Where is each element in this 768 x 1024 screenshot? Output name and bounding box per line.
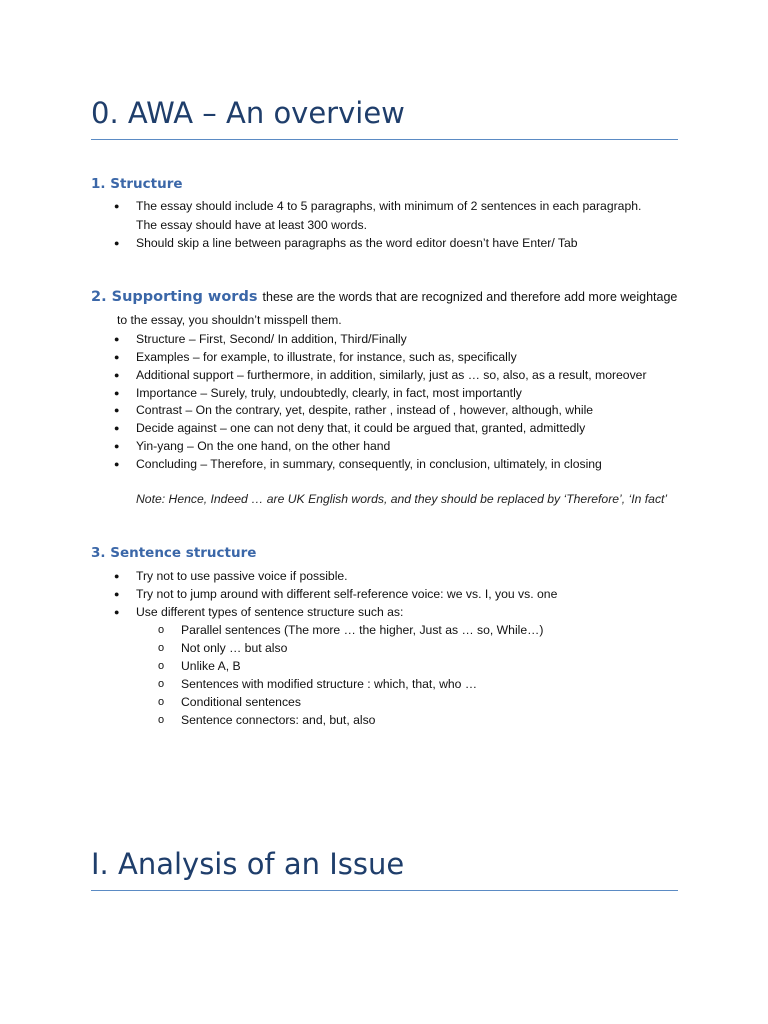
list-item: Structure – First, Second/ In addition, Third/Finally [136,332,407,346]
bullet-marker: ● [114,423,120,433]
bullet-marker: ● [114,352,120,362]
bullet-marker: ● [114,370,120,380]
section-heading-structure: 1. Structure [91,176,183,192]
section-title-issue: I. Analysis of an Issue [91,847,405,881]
list-item: Should skip a line between paragraphs as the word editor doesn’t have Enter/ Tab [136,236,578,250]
list-item: Decide against – one can not deny that, it could be argued that, granted, admittedly [136,421,586,435]
bullet-marker: ● [114,388,120,398]
list-item: Importance – Surely, truly, undoubtedly, clearly, in fact, most importantly [136,386,522,400]
sub-list-item: Sentences with modified structure : which, that, who … [181,677,478,691]
bullet-marker: ● [114,334,120,344]
list-item: Additional support – furthermore, in addition, similarly, just as … so, also, as a result, moreover [136,368,647,382]
section-heading-text: 2. Supporting words [91,289,258,305]
sub-bullet-marker: o [158,678,165,690]
page-title: 0. AWA – An overview [91,96,405,130]
section-intro-continuation: to the essay, you shouldn’t misspell them. [117,313,342,327]
sub-bullet-marker: o [158,624,165,636]
list-item: Use different types of sentence structure such as: [136,605,404,619]
bullet-marker: ● [114,405,120,415]
bullet-marker: ● [114,238,120,248]
list-item: The essay should include 4 to 5 paragraphs, with minimum of 2 sentences in each paragraph. [136,199,642,213]
bullet-marker: ● [114,589,120,599]
sub-bullet-marker: o [158,714,165,726]
bullet-marker: ● [114,441,120,451]
title-rule [91,890,678,891]
sub-list-item: Not only … but also [181,641,288,655]
list-item: Try not to use passive voice if possible. [136,569,348,583]
list-item: Contrast – On the contrary, yet, despite, rather , instead of , however, although, while [136,403,594,417]
bullet-marker: ● [114,459,120,469]
section-heading-sentence-structure: 3. Sentence structure [91,545,257,561]
sub-bullet-marker: o [158,696,165,708]
list-item: Try not to jump around with different self-reference voice: we vs. I, you vs. one [136,587,558,601]
list-item-continuation: The essay should have at least 300 words. [136,218,368,232]
sub-list-item: Sentence connectors: and, but, also [181,713,376,727]
list-item: Yin-yang – On the one hand, on the other hand [136,439,391,453]
list-item: Concluding – Therefore, in summary, consequently, in conclusion, ultimately, in closing [136,457,602,471]
title-rule [91,139,678,140]
bullet-marker: ● [114,201,120,211]
sub-bullet-marker: o [158,660,165,672]
sub-list-item: Unlike A, B [181,659,241,673]
sub-bullet-marker: o [158,642,165,654]
sub-list-item: Parallel sentences (The more … the higher, Just as … so, While…) [181,623,544,637]
note-text: Note: Hence, Indeed … are UK English words, and they should be replaced by ‘Therefore’, ‘In fact’ [136,492,668,506]
sub-list-item: Conditional sentences [181,695,301,709]
section-heading-supporting-words [91,289,677,305]
bullet-marker: ● [114,571,120,581]
section-intro: these are the words that are recognized and therefore add more weightage [262,290,678,304]
list-item: Examples – for example, to illustrate, for instance, such as, specifically [136,350,517,364]
bullet-marker: ● [114,607,120,617]
